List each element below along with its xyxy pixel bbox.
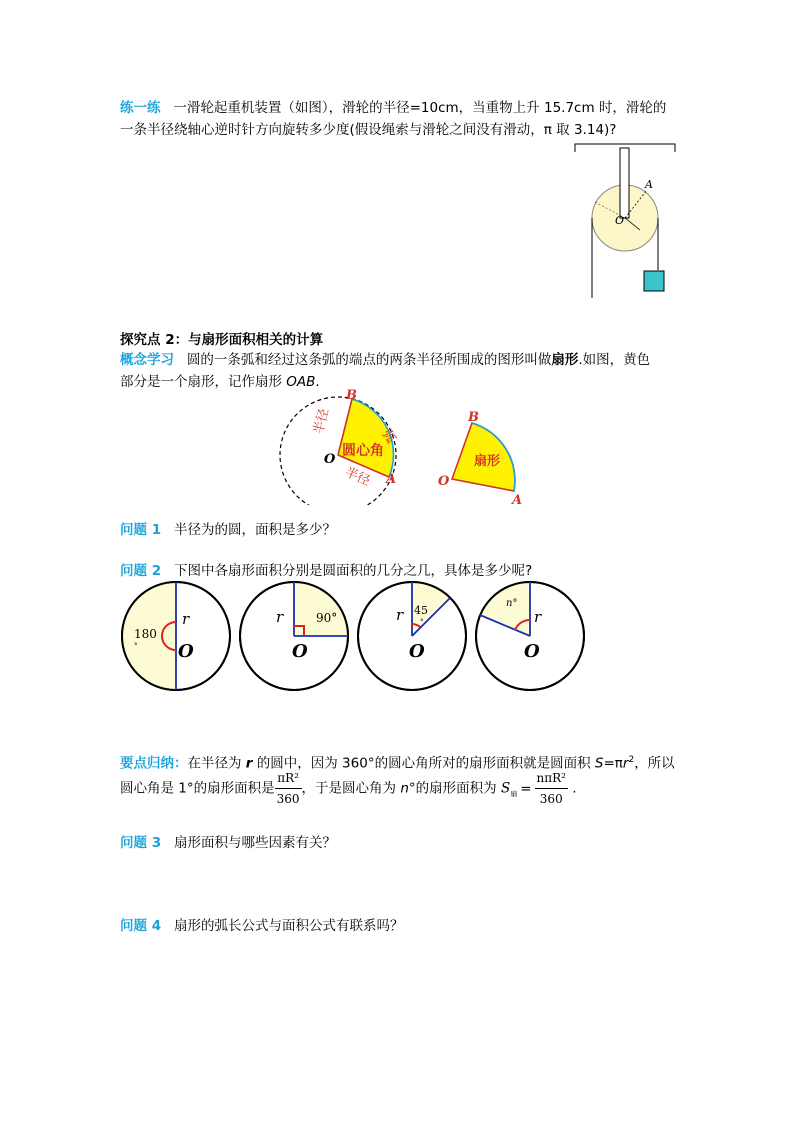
circle2-angle: 90° (316, 611, 338, 625)
summary-r: r (245, 755, 253, 772)
concept-line-1 (120, 350, 650, 370)
weight-box (644, 271, 664, 291)
q3-text: 扇形面积与哪些因素有关？ (173, 835, 336, 851)
left-label-B: B (346, 388, 357, 403)
q2-label: 问题 2 (120, 563, 162, 579)
circle1-angle: 180 (134, 627, 157, 641)
circle3-O: O (409, 641, 425, 662)
circle-90 (240, 582, 348, 690)
summary-label: 要点归纳： (120, 755, 188, 772)
circle1-degree: ° (134, 642, 138, 650)
summary-r2: r (622, 755, 629, 772)
summary-text-f: ，于是圆心角为 (301, 780, 401, 797)
practice-line-1 (120, 98, 666, 118)
q1-label: 问题 1 (120, 522, 162, 538)
frac2-den: 360 (539, 792, 563, 806)
right-label-A: A (512, 493, 523, 508)
q2-line (120, 561, 532, 581)
circle2-O: O (292, 641, 308, 662)
frac1-num: πR² (275, 768, 302, 789)
practice-line-2 (120, 120, 616, 140)
summary-text-e: 圆心角是 1°的扇形面积是 (120, 780, 275, 797)
circle4-O: O (524, 641, 540, 662)
left-label-A: A (386, 472, 397, 487)
summary-end: . (572, 780, 577, 797)
circle-n (476, 582, 584, 690)
q4-text: 扇形的弧长公式与面积公式有联系吗？ (173, 918, 404, 934)
fraction-2 (535, 768, 568, 809)
circle3-angle: 45 (414, 604, 428, 617)
practice-label: 练一练 (120, 100, 161, 116)
pulley-label-O: O (615, 214, 625, 227)
left-radius-label-1: 半径 (311, 407, 333, 436)
circle-45 (358, 582, 466, 690)
concept-text-c: 部分是一个扇形，记作扇形 (120, 374, 287, 390)
right-label-B: B (468, 410, 479, 425)
summary-line-2 (120, 768, 577, 809)
pulley-figure (565, 140, 685, 305)
q4-label: 问题 4 (120, 918, 162, 934)
left-arc-label: 弧 (378, 427, 399, 447)
summary-text-c: =π (603, 755, 623, 772)
summary-text-b: 的圆中，因为 360°的圆心角所对的扇形面积就是圆面积 (252, 755, 595, 772)
summary-equals: = (520, 780, 532, 797)
summary-text-d: ，所以 (634, 755, 675, 772)
summary-sup: 2 (628, 755, 635, 765)
circle3-r: r (396, 606, 404, 624)
right-label-O: O (438, 474, 450, 489)
circle4-r: r (534, 608, 542, 626)
pulley-label-A: A (645, 178, 653, 191)
concept-text-a: 圆的一条弧和经过这条弧的端点的两条半径所围成的图形叫做 (186, 352, 552, 368)
concept-text-b: .如图，黄色 (578, 352, 651, 368)
q4-line (120, 916, 403, 936)
circle3-degree: ° (420, 618, 424, 626)
right-sector-label: 扇形 (474, 454, 501, 469)
concept-text-d: . (315, 374, 320, 390)
summary-text-g: °的扇形面积为 (408, 780, 497, 797)
circle-180 (122, 582, 230, 690)
circle1-O: O (178, 641, 194, 662)
summary-S-sector: S (500, 780, 511, 797)
left-label-O: O (324, 452, 336, 467)
q1-text: 半径为的圆，面积是多少？ (173, 522, 336, 538)
frac2-num: nπR² (535, 768, 568, 789)
practice-text-2: 一条半径绕轴心逆时针方向旋转多少度(假设绳索与滑轮之间没有滑动，π 取 3.14)? (120, 122, 617, 138)
frac1-den: 360 (276, 792, 300, 806)
summary-S: S (594, 755, 604, 772)
circle2-r: r (276, 608, 284, 626)
concept-sector-name: OAB (286, 374, 316, 390)
left-radius-label-2: 半径 (342, 464, 373, 490)
q3-label: 问题 3 (120, 835, 162, 851)
q2-text: 下图中各扇形面积分别是圆面积的几分之几，具体是多少呢? (173, 563, 533, 579)
circle4-angle: n° (506, 598, 518, 609)
left-angle-label: 圆心角 (342, 443, 384, 459)
sector-figure-left (270, 385, 410, 505)
summary-n: n (400, 780, 409, 797)
concept-label: 概念学习 (120, 352, 174, 368)
circles-figure (120, 580, 590, 692)
section2-title: 探究点 2：与扇形面积相关的计算 (120, 332, 324, 348)
circle1-r: r (182, 610, 190, 628)
practice-text-1: 一滑轮起重机装置（如图），滑轮的半径=10cm，当重物上升 15.7cm 时，滑轮的 (173, 100, 667, 116)
q3-line (120, 833, 336, 853)
concept-term: 扇形 (551, 352, 579, 368)
summary-S-sub: 扇 (510, 790, 518, 799)
q1-line (120, 520, 336, 540)
summary-text-a: 在半径为 (187, 755, 246, 772)
sector-figure-right (432, 405, 542, 510)
fraction-1 (275, 768, 302, 809)
